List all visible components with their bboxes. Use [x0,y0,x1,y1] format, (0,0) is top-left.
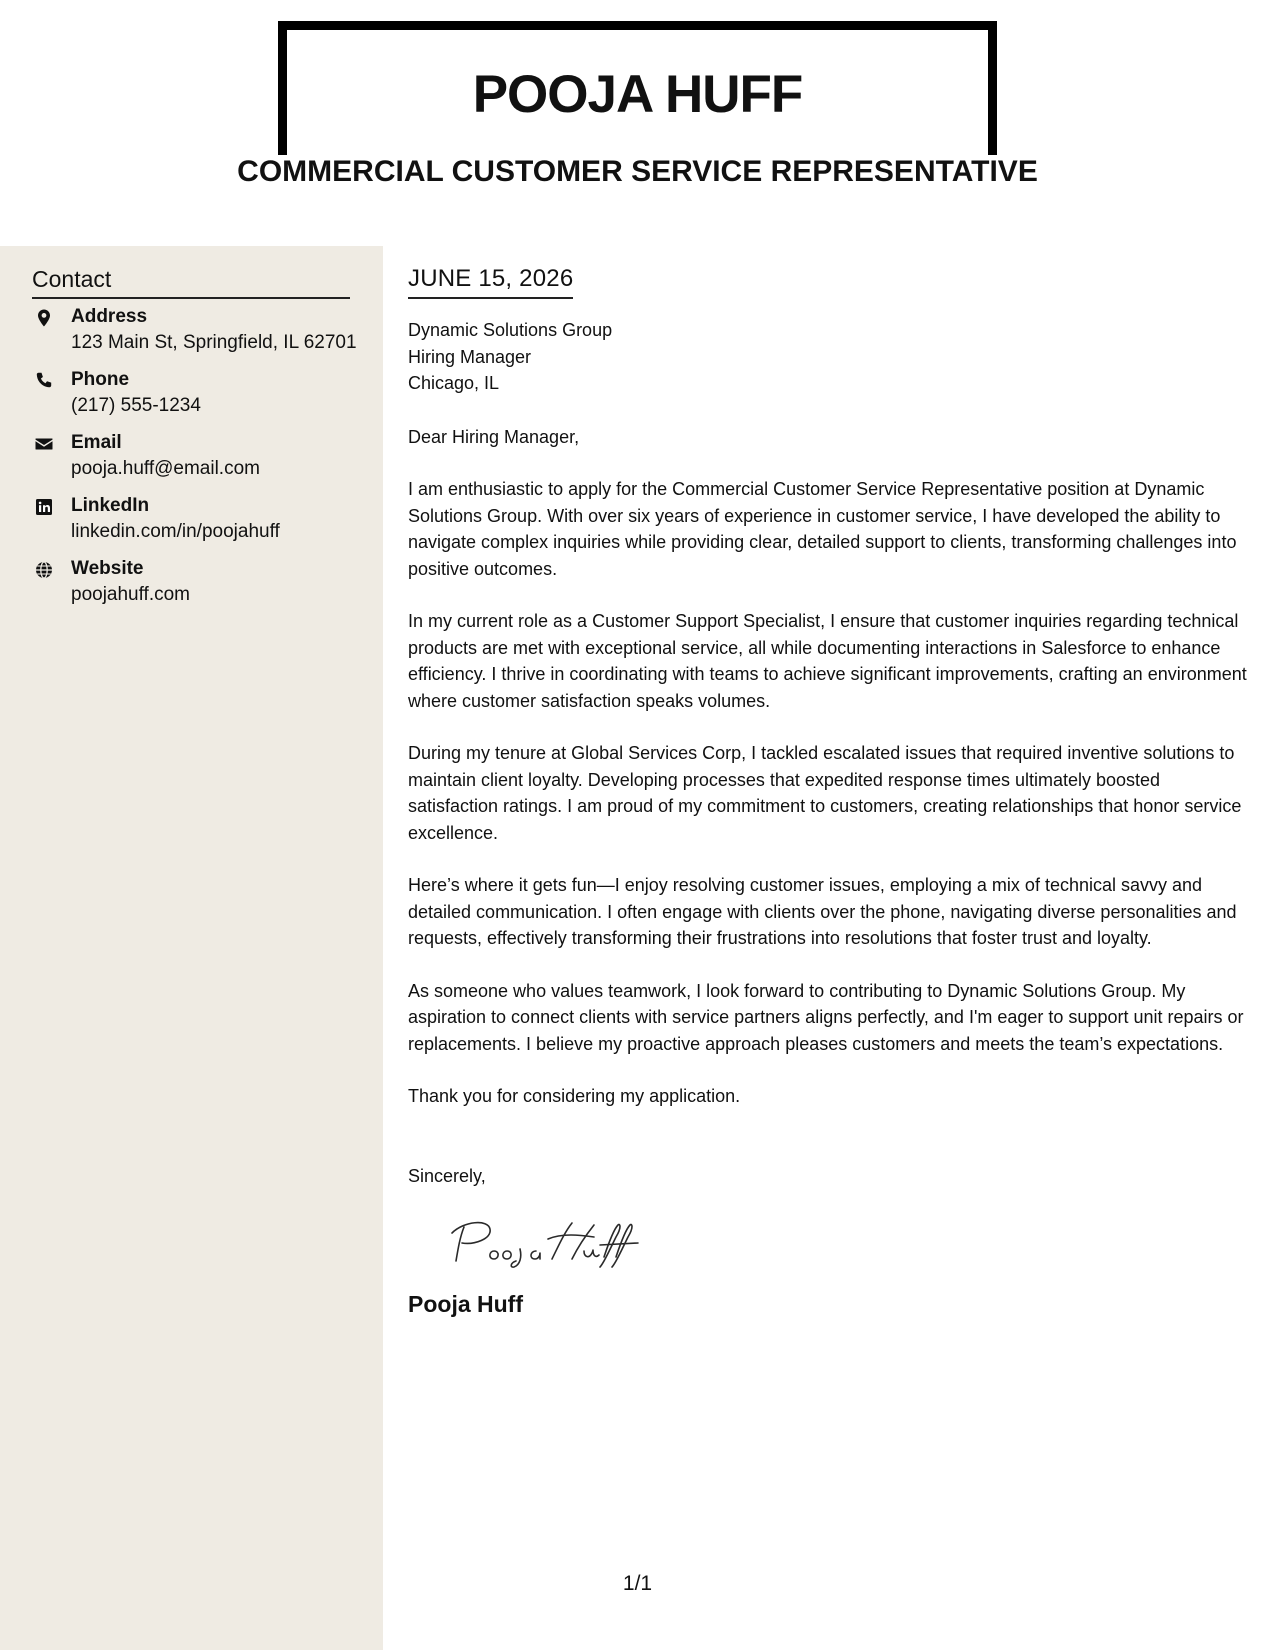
letter-date: JUNE 15, 2026 [408,262,573,299]
paragraph: During my tenure at Global Services Corp, I tackled escalated issues that required inventive solutions to maintain client loyalty. Developing processes that expedited response times ultimately boosted satisfaction ratings. I am proud of my commitment to customers, creating relationships that honor service excellence. [408,743,1242,843]
contact-sidebar [0,246,383,1650]
recipient-title: Hiring Manager [408,346,532,367]
recipient-company: Dynamic Solutions Group [408,320,613,340]
recipient-block [408,317,1253,397]
contact-label: Phone [71,369,130,390]
contact-list [32,304,377,619]
contact-item-address [32,304,377,367]
phone-icon [34,371,54,391]
salutation: Dear Hiring Manager, [408,426,580,447]
paragraph: Thank you for considering my application. [408,1086,741,1106]
envelope-icon [34,434,54,454]
contact-item-email [32,430,377,493]
website-value: poojahuff.com [71,584,191,605]
letter-body [408,262,1253,1319]
linkedin-icon [34,497,54,517]
paragraph: I am enthusiastic to apply for the Commercial Customer Service Representative position at Dynamic Solutions Group. With over six years of experience in customer service, I have developed the ability to navigate complex inquiries while providing clear, detailed support to clients, transforming challenges into positive outcomes. [408,479,1237,579]
contact-label: Email [71,432,122,453]
contact-item-website [32,556,377,619]
recipient-location: Chicago, IL [408,373,500,393]
address-value: 123 Main St, Springfield, IL 62701 [71,332,357,353]
email-value: pooja.huff@email.com [71,458,260,479]
linkedin-value: linkedin.com/in/poojahuff [71,521,280,542]
paragraph: As someone who values teamwork, I look forward to contributing to Dynamic Solutions Group. My aspiration to connect clients with service partners aligns perfectly, and I'm eager to support unit repairs or replacements. I believe my proactive approach pleases customers and meets the team’s expectations. [408,980,1244,1054]
paragraph: In my current role as a Customer Support Specialist, I ensure that customer inquiries regarding technical products are met with exceptional service, all while documenting interactions in Salesforce to enhance efficiency. I thrive in coordinating with teams to achieve significant improvements, crafting an environment where customer satisfaction speaks volumes. [408,611,1247,711]
contact-label: Address [71,306,148,327]
job-title: COMMERCIAL CUSTOMER SERVICE REPRESENTATIVE [237,155,1038,188]
globe-icon [34,560,54,580]
paragraph: Here’s where it gets fun—I enjoy resolving customer issues, employing a mix of technical savvy and detailed communication. I often engage with clients over the phone, navigating diverse personalities and requests, effectively transforming their frustrations into resolutions that foster trust and loyalty. [408,875,1237,948]
handwritten-signature [444,1211,644,1271]
closing: Sincerely, [408,1165,486,1186]
contact-label: Website [71,558,144,579]
applicant-name: POOJA HUFF [472,65,803,124]
contact-item-linkedin [32,493,377,556]
contact-item-phone [32,367,377,430]
contact-heading: Contact [32,262,350,299]
map-pin-icon [34,308,54,328]
signed-name: Pooja Huff [408,1291,523,1317]
phone-value: (217) 555-1234 [71,395,201,416]
page-number: 1/1 [622,1572,653,1595]
contact-label: LinkedIn [71,495,150,516]
